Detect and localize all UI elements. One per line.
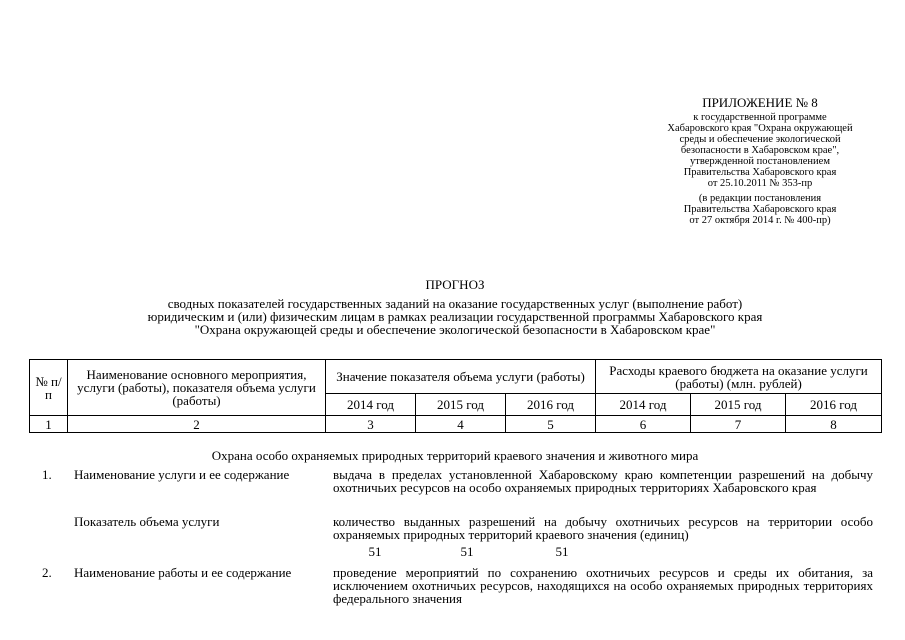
year-header: 2014 год [326, 394, 416, 416]
item-label: Наименование работы и ее содержание [74, 565, 292, 580]
section-title: Охрана особо охраняемых природных территорий краевого значения и животного мира [211, 448, 699, 463]
revision-line: Правительства Хабаровского края [683, 204, 837, 215]
index-cell: 6 [596, 416, 691, 433]
item-number: 2. [42, 565, 52, 580]
appendix-line: утвержденной постановлением [690, 156, 830, 167]
indicator-value: 51 [555, 544, 569, 559]
appendix-line: среды и обеспечение экологической [679, 134, 841, 145]
appendix-block [600, 95, 905, 226]
item-number: 1. [42, 467, 52, 482]
year-header: 2015 год [691, 394, 786, 416]
group-value-header: Значение показателя объема услуги (работы) [326, 360, 596, 394]
forecast-line: юридическим и (или) физическим лицам в рамках реализации государственной программы Хабаровского края [147, 309, 763, 324]
index-cell: 2 [68, 416, 326, 433]
year-header: 2014 год [596, 394, 691, 416]
appendix-line: Правительства Хабаровского края [683, 167, 837, 178]
forecast-line: "Охрана окружающей среды и обеспечение экологической безопасности в Хабаровском крае" [194, 322, 716, 337]
index-cell: 1 [30, 416, 68, 433]
col-number-header: № п/п [30, 360, 68, 416]
index-cell: 3 [326, 416, 416, 433]
item-description: выдача в пределах установленной Хабаровскому краю компетенции разрешений на добычу охотничьих ресурсов на особо охраняемых природных территориях Хабаровского края [333, 467, 873, 495]
index-cell: 7 [691, 416, 786, 433]
indicator-value: 51 [368, 544, 382, 559]
revision-line: от 27 октября 2014 г. № 400-пр) [689, 215, 831, 226]
forecast-title: ПРОГНОЗ [425, 277, 485, 292]
item-label: Наименование услуги и ее содержание [74, 467, 290, 482]
appendix-line: к государственной программе [693, 112, 827, 123]
group-expense-header: Расходы краевого бюджета на оказание услуги (работы) (млн. рублей) [596, 360, 882, 394]
appendix-line: Хабаровского края "Охрана окружающей [667, 123, 853, 134]
appendix-line: безопасности в Хабаровском крае", [680, 145, 840, 156]
year-header: 2015 год [416, 394, 506, 416]
appendix-heading: ПРИЛОЖЕНИЕ № 8 [702, 95, 818, 110]
revision-line: (в редакции постановления [698, 193, 822, 204]
forecast-header [60, 278, 850, 336]
year-header: 2016 год [786, 394, 882, 416]
item-description: количество выданных разрешений на добычу охотничьих ресурсов на территории особо охраняемых природных территорий краевого значения (единиц) [333, 514, 873, 542]
forecast-line: сводных показателей государственных заданий на оказание государственных услуг (выполнение работ) [167, 296, 743, 311]
index-cell: 5 [506, 416, 596, 433]
appendix-line: от 25.10.2011 № 353-пр [707, 178, 813, 189]
indicator-value: 51 [460, 544, 474, 559]
forecast-table [29, 359, 882, 433]
index-cell: 4 [416, 416, 506, 433]
col-name-header: Наименование основного мероприятия, услуги (работы), показателя объема услуги (работы) [68, 360, 326, 416]
index-cell: 8 [786, 416, 882, 433]
year-header: 2016 год [506, 394, 596, 416]
item-label: Показатель объема услуги [74, 514, 220, 529]
item-description: проведение мероприятий по сохранению охотничьих ресурсов и среды их обитания, за исключением охотничьих ресурсов, находящихся на особо охраняемых природных территориях федерального значения [333, 565, 873, 606]
